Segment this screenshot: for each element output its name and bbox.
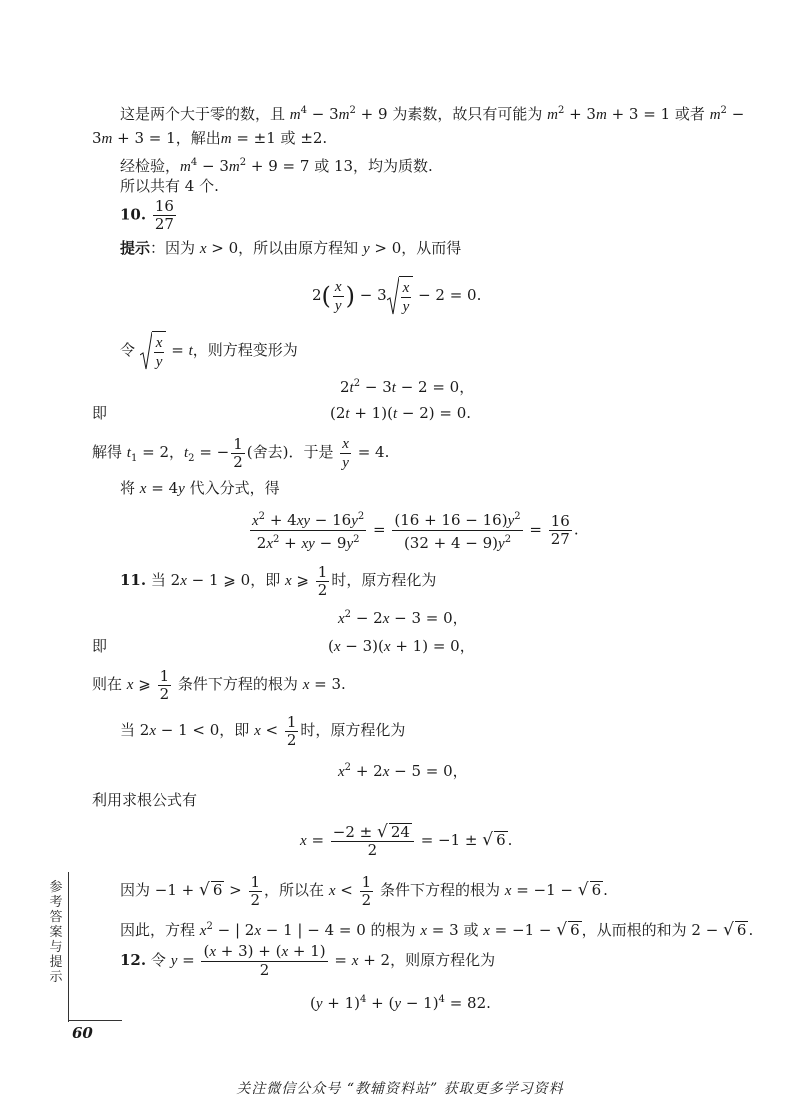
- equation: (x − 3)(x + 1) = 0，: [328, 637, 475, 655]
- equation: x = $\frac{-2 \pm √ 24}{2}$ = −1 ± √ 6 .: [300, 822, 513, 859]
- equation: $2t^2 - 3t - 2 = 0$，: [340, 378, 475, 396]
- text-line: 当 2x − 1 < 0，即 x < $\frac{1}{2}$ 时，原方程化为: [120, 712, 406, 749]
- equation: (2t + 1)(t − 2) = 0.: [330, 404, 472, 422]
- equation: $\frac{x^2 + 4xy - 16y^2}{2x^2 + xy - 9y^2}$ = $\frac{(16 + 16 - 16)y^2}{(32 + 4 - 9)y^2}$ = $\frac{16}{27}$ .: [248, 508, 579, 553]
- text-line: 因此，方程 $x^2$ − | 2x − 1 | − 4 = 0 的根为 x = 3 或 x = −1 − √ 6 ，从而根的和为 2 − √ 6 .: [120, 920, 754, 940]
- text-line: 所以共有 4 个.: [120, 177, 219, 195]
- question-10-answer: 10. $\frac{16}{27}$: [120, 197, 174, 233]
- equation: $(y + 1)^4 + (y - 1)^4 = 82$.: [310, 994, 491, 1012]
- text-line: 经检验，$m^4 - 3m^2 + 9 = 7$ 或 13，均为质数.: [120, 157, 433, 175]
- equation: $x^2 + 2x - 5 = 0$，: [338, 762, 468, 780]
- text-line: 则在 x ⩾ $\frac{1}{2}$ 条件下方程的根为 x = 3.: [92, 666, 346, 703]
- text-line: 将 x = 4y 代入分式，得: [120, 479, 280, 497]
- hint-line: 提示：因为 x > 0，所以由原方程知 y > 0，从而得: [120, 239, 462, 257]
- page-number: 60: [68, 1020, 122, 1045]
- footer-note: 关注微信公众号 “教辅资料站” 获取更多学习资料: [236, 1081, 564, 1097]
- text-line: 这是两个大于零的数，且 $m^4 - 3m^2 + 9$ 为素数，故只有可能为 $m^2 + 3m + 3 = 1$ 或者 $m^2$ −: [120, 105, 745, 123]
- fraction: $\frac{16}{27}$: [154, 197, 174, 233]
- text-line: 令 $\frac{x}{y}$ = t，则方程变形为: [120, 330, 298, 372]
- text-line: 因为 −1 + √ 6 > $\frac{1}{2}$ ，所以在 x < $\frac{1}{2}$ 条件下方程的根为 x = −1 − √ 6 .: [120, 872, 608, 909]
- question-12: 12. 令 y = $\frac{(x + 3) + (x + 1)}{2}$ = x + 2，则原方程化为: [120, 942, 496, 979]
- text-line: 3m + 3 = 1，解出m = ±1 或 ±2.: [92, 129, 328, 147]
- equation: $x^2 - 2x - 3 = 0$，: [338, 609, 468, 627]
- text-line: 利用求根公式有: [92, 791, 198, 809]
- text-line: 解得 $t_1 = 2$，$t_2$ = − $\frac{1}{2}$ (舍去)．于是 $\frac{x}{y}$ = 4.: [92, 434, 390, 471]
- text-line: 即: [92, 404, 108, 422]
- question-11: 11. 当 2x − 1 ⩾ 0，即 x ⩾ $\frac{1}{2}$ 时，原方程化为: [120, 562, 437, 599]
- side-label: 参考答案与提示: [49, 880, 63, 985]
- equation: 2( $\frac{x}{y}$ ) − 3 $\frac{x}{y}$ − 2 = 0.: [312, 275, 481, 317]
- text-line: 即: [92, 637, 108, 655]
